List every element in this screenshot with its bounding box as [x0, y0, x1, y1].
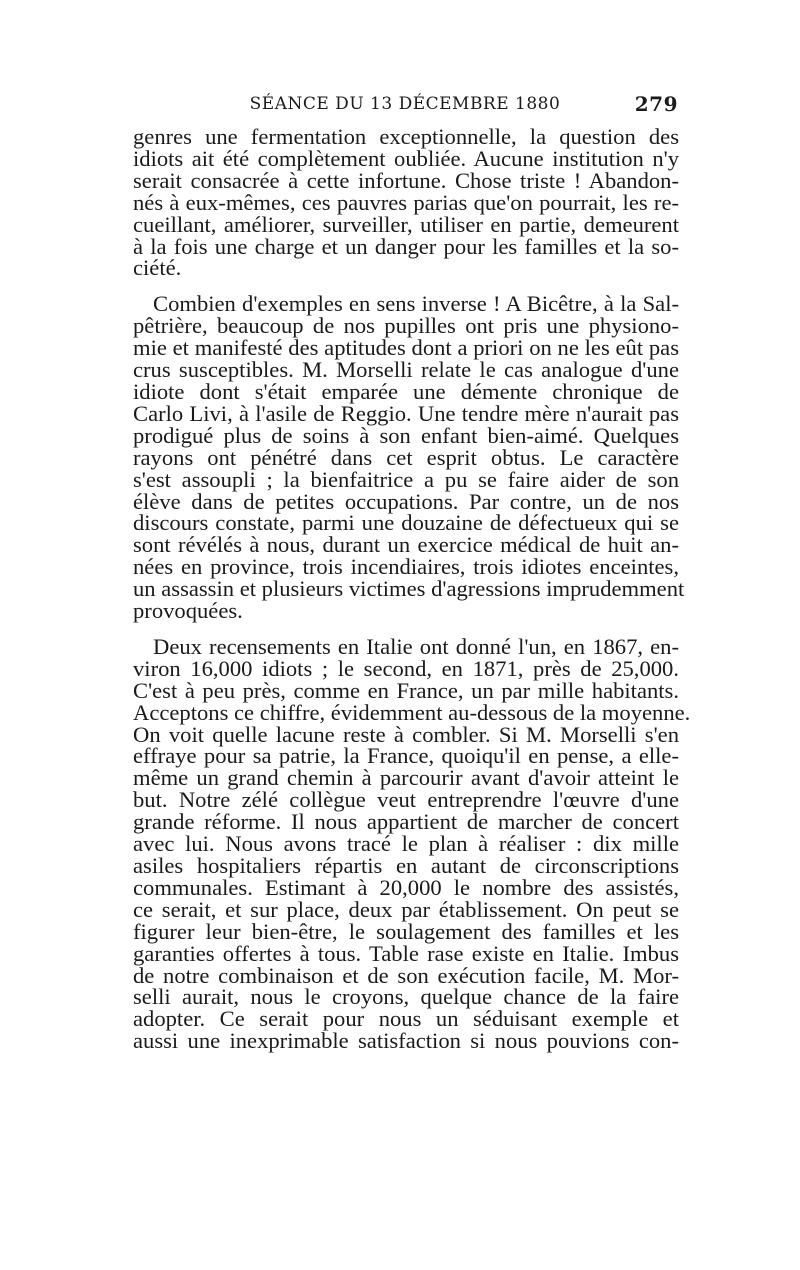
text-line: ce serait, et sur place, deux par établissement. On peut se	[133, 896, 679, 922]
text-line: aussi une inexprimable satisfaction si nous pouvions con-	[133, 1028, 679, 1054]
text-line: mie et manifesté des aptitudes dont a priori on ne les eût pas	[133, 335, 679, 361]
text-line: selli aurait, nous le croyons, quelque chance de la faire	[133, 984, 679, 1010]
page-number: 279	[634, 92, 678, 116]
text-line: Carlo Livi, à l'asile de Reggio. Une tendre mère n'aurait pas	[133, 400, 679, 426]
text-line: genres une fermentation exceptionnelle, la question des	[133, 124, 679, 149]
text-line: adopter. Ce serait pour nous un séduisant exemple et	[133, 1006, 679, 1032]
text-line: Combien d'exemples en sens inverse ! A Bicêtre, à la Sal-	[153, 291, 679, 317]
text-line: provoquées.	[133, 598, 243, 624]
text-line: sont révélés à nous, durant un exercice médical de huit an-	[133, 532, 679, 558]
text-line: On voit quelle lacune reste à combler. Si M. Morselli s'en	[133, 721, 679, 747]
text-line: Deux recensements en Italie ont donné l'un, en 1867, en-	[153, 633, 679, 659]
running-head	[132, 92, 678, 120]
text-line: rayons ont pénétré dans cet esprit obtus. Le caractère	[133, 444, 679, 470]
text-line: figurer leur bien-être, le soulagement des familles et les	[133, 918, 679, 944]
text-line: asiles hospitaliers répartis en autant de circonscriptions	[133, 853, 679, 878]
text-line: s'est assoupli ; la bienfaitrice a pu se faire aider de son	[133, 466, 679, 492]
text-line: effraye pour sa patrie, la France, quoiqu'il en pense, a elle-	[133, 743, 679, 769]
text-line: même un grand chemin à parcourir avant d'avoir atteint le	[133, 765, 679, 791]
paragraph-3	[133, 633, 691, 1054]
text-line: cueillant, améliorer, surveiller, utiliser en partie, demeurent	[133, 211, 679, 237]
text-line: discours constate, parmi une douzaine de défectueux qui se	[133, 510, 679, 536]
text-line: prodigué plus de soins à son enfant bien-aimé. Quelques	[133, 422, 679, 448]
paragraph-2	[133, 291, 685, 624]
text-line: idiote dont s'était emparée une démente chronique de	[133, 378, 679, 404]
text-line: Acceptons ce chiffre, évidemment au-dessous de la moyenne.	[133, 699, 691, 725]
text-line: de notre combinaison et de son exécution facile, M. Mor-	[133, 962, 679, 988]
text-line: ciété.	[133, 255, 182, 281]
text-line: C'est à peu près, comme en France, un par mille habitants.	[133, 677, 679, 703]
text-line: serait consacrée à cette infortune. Chose triste ! Abandon-	[133, 167, 679, 193]
text-line: nés à eux-mêmes, ces pauvres parias que'on pourrait, les re-	[133, 189, 679, 215]
text-line: pêtrière, beaucoup de nos pupilles ont pris une physiono-	[133, 313, 679, 339]
text-line: avec lui. Nous avons tracé le plan à réaliser : dix mille	[133, 831, 679, 857]
text-line: élève dans de petites occupations. Par contre, un de nos	[133, 488, 679, 514]
running-title: SÉANCE DU 13 DÉCEMBRE 1880	[249, 94, 561, 114]
text-line: nées en province, trois incendiaires, trois idiotes enceintes,	[133, 554, 679, 580]
text-line: à la fois une charge et un danger pour les familles et la so-	[133, 233, 679, 259]
text-line: crus susceptibles. M. Morselli relate le cas analogue d'une	[133, 357, 679, 383]
body-text	[133, 124, 691, 1054]
text-line: but. Notre zélé collègue veut entreprendre l'œuvre d'une	[133, 787, 679, 813]
text-line: viron 16,000 idiots ; le second, en 1871, près de 25,000.	[133, 655, 679, 681]
text-line: communales. Estimant à 20,000 le nombre des assistés,	[133, 874, 679, 900]
text-line: garanties offertes à tous. Table rase existe en Italie. Imbus	[133, 940, 679, 966]
text-line: un assassin et plusieurs victimes d'agressions imprudemment	[133, 576, 685, 602]
text-line: idiots ait été complètement oubliée. Aucune institution n'y	[133, 145, 679, 171]
paragraph-1	[133, 126, 679, 279]
text-line: grande réforme. Il nous appartient de marcher de concert	[133, 809, 679, 835]
